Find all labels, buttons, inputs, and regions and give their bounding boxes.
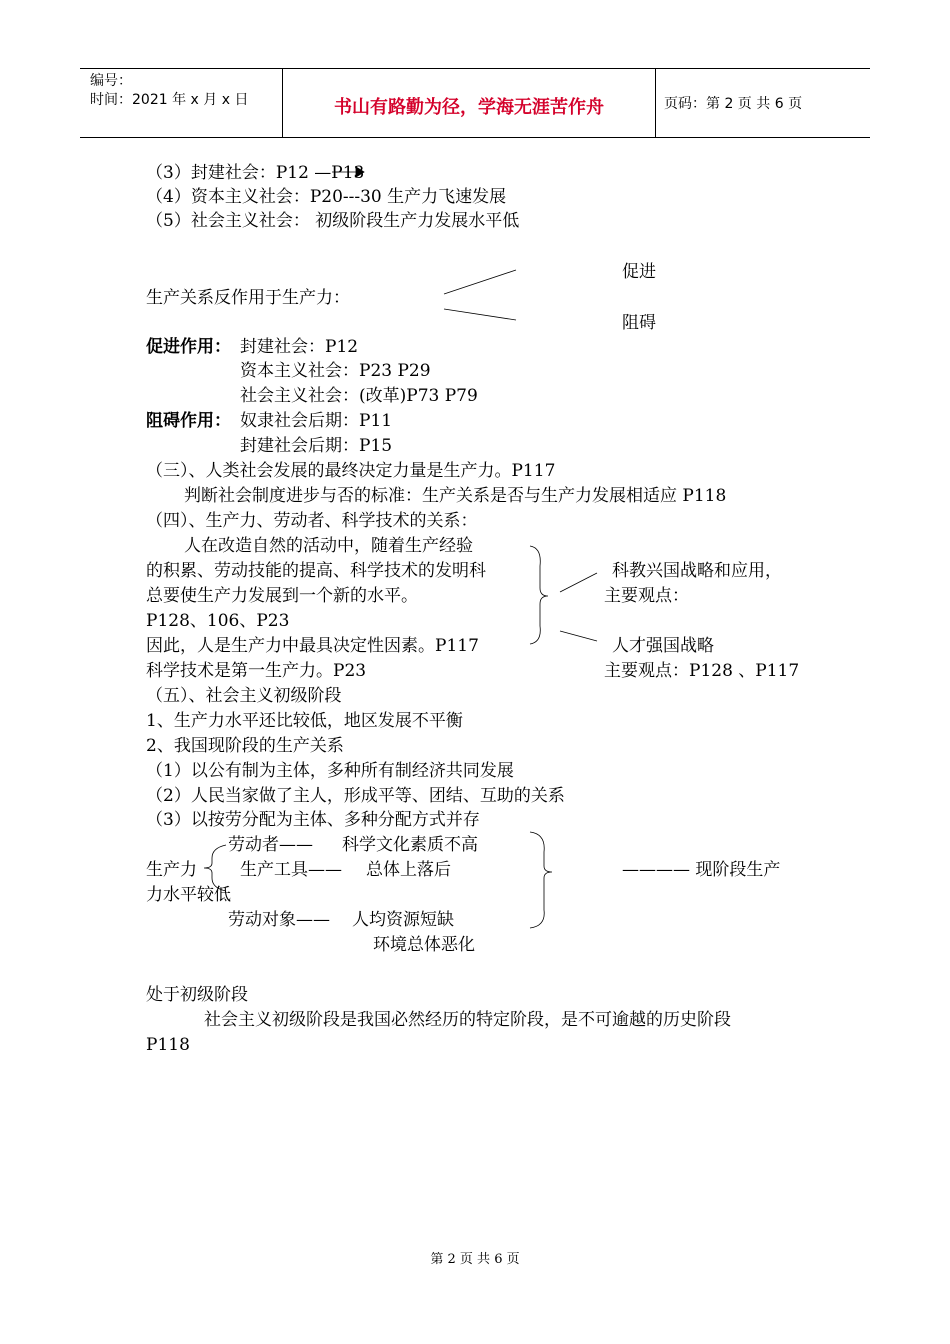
section-four-para-2: 的积累、劳动技能的提高、科学技术的发明科 — [146, 561, 486, 581]
section-four-para-1: 人在改造自然的活动中，随着生产经验 — [184, 536, 473, 556]
pf-env-note: 环境总体恶化 — [373, 935, 475, 955]
section-four-right-3: 人才强国战略 — [612, 636, 714, 656]
section-four-heading: （四）、生产力、劳动者、科学技术的关系： — [146, 511, 478, 531]
section-five-heading: （五）、社会主义初级阶段 — [146, 686, 342, 706]
branch-line-science — [560, 573, 597, 592]
pf-object: 劳动对象—— — [228, 910, 330, 930]
text-promote-2: 资本主义社会：P23 P29 — [240, 361, 431, 381]
pf-continued: 力水平较低 — [146, 885, 231, 905]
section-three-sub: 判断社会制度进步与否的标准：生产关系是否与生产力发展相适应 P118 — [184, 486, 727, 506]
end-line-2: 社会主义初级阶段是我国必然经历的特定阶段，是不可逾越的历史阶段 — [204, 1010, 731, 1030]
document-date-label: 时间：2021 年 x 月 x 日 — [90, 92, 249, 108]
section-four-right-4: 主要观点：P128 、P117 — [604, 661, 800, 681]
end-line-3: P118 — [146, 1035, 190, 1055]
section-five-item-2b: （2）人民当家做了主人，形成平等、团结、互助的关系 — [146, 786, 565, 806]
section-four-para-6: 科学技术是第一生产力。P23 — [146, 661, 367, 681]
text-socialist-society: （5）社会主义社会： 初级阶段生产力发展水平低 — [146, 211, 520, 231]
heading-hinder-effect: 阻碍作用： — [146, 411, 231, 431]
section-four-para-5: 因此，人是生产力中最具决定性因素。P117 — [146, 636, 479, 656]
section-five-item-2a: （1）以公有制为主体，多种所有制经济共同发展 — [146, 761, 514, 781]
fork-line-hinder — [444, 309, 516, 320]
section-three-heading: （三）、人类社会发展的最终决定力量是生产力。P117 — [146, 461, 556, 481]
fork-line-promote — [444, 270, 516, 294]
pf-tool-note: 总体上落后 — [366, 860, 451, 880]
text-hinder: 阻碍 — [622, 313, 656, 333]
section-five-item-2: 2、我国现阶段的生产关系 — [146, 736, 344, 756]
pf-object-note: 人均资源短缺 — [352, 910, 454, 930]
document-number-label: 编号： — [90, 73, 132, 89]
pf-dash-text: ———— 现阶段生产 — [622, 860, 781, 880]
text-feudal-society: （3）封建社会：P12 —P13 — [146, 163, 365, 183]
text-promote-1: 封建社会：P12 — [240, 337, 359, 357]
section-four-right-2: 主要观点： — [604, 586, 689, 606]
brace-section-four — [530, 546, 548, 644]
pf-worker: 劳动者—— — [228, 835, 313, 855]
branch-line-talent — [560, 631, 597, 641]
header-motto: 书山有路勤为径，学海无涯苦作舟 — [334, 97, 604, 118]
text-hinder-1: 奴隶社会后期：P11 — [240, 411, 393, 431]
pf-label: 生产力 — [146, 860, 197, 880]
heading-promote-effect: 促进作用： — [146, 337, 231, 357]
end-line-1: 处于初级阶段 — [146, 985, 248, 1005]
pf-worker-note: 科学文化素质不高 — [342, 835, 478, 855]
text-relations-react: 生产关系反作用于生产力： — [146, 288, 350, 308]
header-page-number: 页码：第 2 页 共 6 页 — [664, 96, 803, 112]
page-footer: 第 2 页 共 6 页 — [430, 1252, 520, 1267]
section-five-item-2c: （3）以按劳分配为主体、多种分配方式并存 — [146, 810, 480, 830]
text-capitalist-society: （4）资本主义社会：P20---30 生产力飞速发展 — [146, 187, 507, 207]
text-promote-3: 社会主义社会：(改革)P73 P79 — [240, 386, 478, 406]
text-hinder-2: 封建社会后期：P15 — [240, 436, 393, 456]
pf-tool: 生产工具—— — [240, 860, 342, 880]
section-four-para-4: P128、106、P23 — [146, 611, 290, 631]
section-five-item-1: 1、生产力水平还比较低，地区发展不平衡 — [146, 711, 463, 731]
section-four-right-1: 科教兴国战略和应用， — [612, 561, 782, 581]
text-promote: 促进 — [622, 262, 656, 282]
brace-status-summary — [530, 832, 552, 928]
section-four-para-3: 总要使生产力发展到一个新的水平。 — [146, 586, 418, 606]
